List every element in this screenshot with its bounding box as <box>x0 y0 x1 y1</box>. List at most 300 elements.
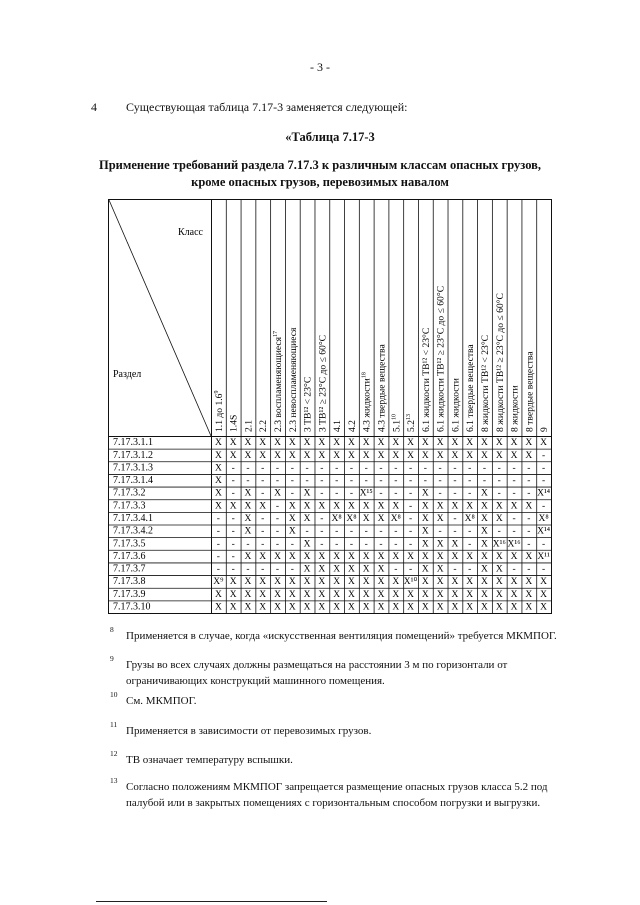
table-cell: X <box>318 577 326 588</box>
table-cell: X <box>466 501 474 512</box>
table-cell: - <box>320 463 324 474</box>
table-cell: X <box>259 551 267 562</box>
footnote-text: палубой или в закрытых помещениях с горизонтальным способом погрузки и выгрузки. <box>126 797 541 809</box>
table-cell: X <box>288 526 296 537</box>
table-cell: - <box>231 539 235 550</box>
table-cell: X <box>362 602 370 613</box>
table-cell: X <box>436 602 444 613</box>
table-cell: - <box>216 551 220 562</box>
table-cell: X⁸ <box>346 514 357 524</box>
table-cell: - <box>364 539 368 550</box>
table-cell: X <box>495 602 503 613</box>
row-section-label: 7.17.3.10 <box>113 601 151 613</box>
table-cell: - <box>246 463 250 474</box>
table-cell: - <box>216 539 220 550</box>
table-cell: - <box>305 463 309 474</box>
table-cell: X <box>421 539 429 550</box>
column-header-10: 4.2 <box>346 420 358 432</box>
table-cell: X <box>451 577 459 588</box>
table-cell: - <box>379 463 383 474</box>
table-cell: X <box>436 589 444 600</box>
table-cell: X <box>303 589 311 600</box>
table-cell: X <box>421 526 429 537</box>
table-cell: X <box>303 438 311 449</box>
table-cell: - <box>453 526 457 537</box>
column-header-23: 9 <box>539 427 551 432</box>
table-cell: X <box>421 589 429 600</box>
table-cell: - <box>335 476 339 487</box>
table-cell: X <box>436 514 444 524</box>
table-cell: - <box>453 488 457 499</box>
table-cell: X <box>214 501 222 512</box>
column-header-1: 1.1 до $1.6^9$ <box>213 390 225 432</box>
table-cell: X <box>229 438 237 449</box>
column-header-3: 2.1 <box>243 420 255 432</box>
table-cell: X <box>303 551 311 562</box>
table-cell: X <box>495 450 503 461</box>
column-header-6: 2.3 невоспламеняющиеся <box>287 327 299 432</box>
table-cell: X <box>303 450 311 461</box>
table-cell: - <box>394 463 398 474</box>
table-cell: X <box>525 589 533 600</box>
table-cell: X <box>392 551 400 562</box>
page-number: - 3 - <box>310 60 330 74</box>
table-cell: - <box>290 564 294 575</box>
column-header-4: 2.2 <box>258 420 270 432</box>
table-cell: X <box>229 501 237 512</box>
table-cell: X <box>540 438 548 449</box>
footnote-number: 10 <box>110 690 118 699</box>
table-cell: X <box>407 602 415 613</box>
table-cell: X <box>274 488 281 499</box>
table-cell: X <box>407 450 415 461</box>
table-cell: X <box>362 450 370 461</box>
table-cell: X <box>525 450 533 461</box>
table-cell: - <box>320 488 324 499</box>
table-cell: X <box>288 602 296 613</box>
table-cell: - <box>527 514 531 524</box>
table-cell: X <box>303 577 311 588</box>
table-cell: X <box>318 501 326 512</box>
table-cell: - <box>497 463 501 474</box>
table-cell: X <box>333 602 341 613</box>
table-cell: X <box>481 564 488 575</box>
table-cell: - <box>527 564 531 575</box>
table-cell: - <box>231 476 235 487</box>
table-cell: - <box>231 514 235 524</box>
table-cell: X <box>525 438 533 449</box>
table-cell: X <box>244 602 252 613</box>
table-cell: - <box>320 476 324 487</box>
footnote-text: ограничивающих конструкций машинного помещения. <box>126 675 385 687</box>
table-cell: X <box>347 589 355 600</box>
table-cell: X <box>288 577 296 588</box>
table-cell: - <box>542 501 546 512</box>
table-cell: X <box>244 526 252 537</box>
table-cell: - <box>216 526 220 537</box>
table-cell: - <box>408 501 413 512</box>
column-header-7: 3 ТВ¹² < 23°C <box>302 376 314 432</box>
footnote-number: 8 <box>110 625 114 634</box>
table-cell: X <box>377 551 385 562</box>
table-cell: X <box>303 514 311 524</box>
table-cell: - <box>482 476 487 487</box>
table-cell: X <box>495 514 503 524</box>
table-cell: X <box>407 589 415 600</box>
classes-table <box>108 199 552 614</box>
table-cell: X <box>362 577 370 588</box>
table-cell: - <box>512 564 516 575</box>
table-cell: X <box>318 438 326 449</box>
table-cell: X <box>244 551 252 562</box>
table-cell: X <box>436 577 444 588</box>
table-cell: X <box>466 450 474 461</box>
row-section-label: 7.17.3.1.3 <box>113 462 153 474</box>
table-cell: X¹⁰ <box>403 577 418 588</box>
table-cell: - <box>364 476 368 487</box>
table-cell: - <box>527 476 531 487</box>
table-cell: X <box>510 501 518 512</box>
table-cell: - <box>364 526 368 537</box>
table-cell: X <box>525 501 533 512</box>
table-cell: X <box>510 551 518 562</box>
table-cell: X <box>333 501 341 512</box>
table-cell: X <box>318 450 326 461</box>
corner-section-label: Раздел <box>113 369 142 380</box>
table-cell: X <box>466 602 474 613</box>
table-cell: X <box>392 577 400 588</box>
table-cell: X <box>274 438 281 449</box>
table-cell: X <box>436 450 444 461</box>
table-cell: X <box>333 577 341 588</box>
table-cell: - <box>231 551 235 562</box>
table-cell: X <box>362 551 370 562</box>
table-cell: - <box>408 539 413 550</box>
table-cell: X <box>318 564 326 575</box>
table-cell: X <box>259 450 267 461</box>
table-cell: X <box>362 501 370 512</box>
table-cell: X⁸ <box>464 514 475 524</box>
table-cell: - <box>335 463 339 474</box>
table-cell: - <box>453 476 457 487</box>
table-cell: - <box>231 526 235 537</box>
item-number: 4 <box>91 100 97 114</box>
table-cell: - <box>275 463 280 474</box>
table-cell: X <box>421 564 429 575</box>
table-cell: - <box>305 526 309 537</box>
table-cell: - <box>394 539 398 550</box>
table-cell: - <box>512 526 516 537</box>
table-cell: X <box>421 450 429 461</box>
table-cell: X <box>510 438 518 449</box>
table-cell: - <box>468 476 472 487</box>
table-cell: X <box>466 551 474 562</box>
table-cell: X <box>540 602 548 613</box>
table-cell: - <box>408 488 413 499</box>
table-cell: - <box>261 514 265 524</box>
table-cell: X <box>244 501 252 512</box>
table-cell: X <box>377 514 385 524</box>
table-cell: X <box>377 602 385 613</box>
column-header-5: 2.3 воспламеняющиеся$^{17}$ <box>273 330 285 432</box>
column-header-17: 6.1 жидкости <box>450 378 462 432</box>
table-cell: - <box>275 564 280 575</box>
footnote-text: Грузы во всех случаях должны размещаться на расстоянии 3 м по горизонтали от <box>126 659 508 671</box>
table-cell: X <box>510 589 518 600</box>
table-cell: X <box>214 602 222 613</box>
table-cell: X <box>229 602 237 613</box>
table-cell: X <box>259 501 267 512</box>
table-cell: - <box>438 488 442 499</box>
table-cell: X <box>244 589 252 600</box>
table-cell: - <box>394 526 398 537</box>
table-cell: - <box>394 488 398 499</box>
table-cell: - <box>527 539 531 550</box>
table-cell: X <box>481 577 488 588</box>
table-cell: X <box>214 438 222 449</box>
table-cell: X <box>540 589 548 600</box>
table-cell: - <box>231 488 235 499</box>
table-cell: - <box>542 539 546 550</box>
table-cell: X <box>481 551 488 562</box>
table-cell: X <box>288 438 296 449</box>
table-cell: X <box>392 589 400 600</box>
table-cell: X <box>362 438 370 449</box>
table-cell: X <box>347 577 355 588</box>
table-cell: X¹⁶ <box>492 539 506 550</box>
table-cell: X <box>421 602 429 613</box>
table-cell: - <box>335 526 339 537</box>
table-cell: X <box>347 551 355 562</box>
table-subtitle-line1: Применение требований раздела 7.17.3 к различным классам опасных грузов, <box>98 158 542 172</box>
row-section-label: 7.17.3.9 <box>113 588 146 600</box>
table-cell: - <box>423 463 427 474</box>
table-cell: - <box>320 526 324 537</box>
column-header-15: 6.1 жидкости ТВ¹² < 23°C <box>420 327 432 432</box>
table-cell: - <box>364 463 368 474</box>
table-cell: - <box>512 463 516 474</box>
table-cell: - <box>542 450 546 461</box>
table-cell: X <box>214 450 222 461</box>
table-cell: X⁹ <box>213 577 224 588</box>
table-cell: X <box>303 564 311 575</box>
row-section-label: 7.17.3.7 <box>113 563 146 575</box>
table-cell: - <box>497 476 501 487</box>
footnote-text: Согласно положениям МКМПОГ запрещается размещение опасных грузов класса 5.2 под <box>126 781 548 793</box>
table-cell: X <box>229 589 237 600</box>
table-cell: - <box>438 526 442 537</box>
row-section-label: 7.17.3.6 <box>113 550 146 562</box>
table-cell: - <box>408 564 413 575</box>
table-cell: X <box>318 551 326 562</box>
table-cell: - <box>497 488 501 499</box>
table-cell: X <box>244 450 252 461</box>
footnote-text: ТВ означает температуру вспышки. <box>126 754 293 766</box>
table-cell: - <box>261 476 265 487</box>
table-cell: X <box>259 602 267 613</box>
column-header-9: 4.1 <box>332 420 344 432</box>
table-cell: X <box>288 551 296 562</box>
table-cell: X <box>214 589 222 600</box>
table-cell: - <box>349 488 354 499</box>
table-cell: - <box>379 488 383 499</box>
table-cell: X <box>451 501 459 512</box>
table-cell: - <box>261 463 265 474</box>
table-cell: X <box>333 450 341 461</box>
table-cell: - <box>512 514 516 524</box>
table-cell: - <box>290 476 294 487</box>
table-cell: X <box>466 438 474 449</box>
table-cell: X⁸ <box>538 514 549 524</box>
table-cell: X <box>333 564 341 575</box>
table-cell: X¹⁴ <box>537 488 551 499</box>
table-cell: X <box>540 577 548 588</box>
table-cell: X <box>347 438 355 449</box>
column-header-12: 4.3 твердые вещества <box>376 344 388 432</box>
table-cell: X <box>259 589 267 600</box>
table-cell: - <box>468 526 472 537</box>
table-cell: - <box>453 514 457 524</box>
table-cell: X <box>407 551 415 562</box>
table-cell: X <box>466 577 474 588</box>
table-cell: X <box>481 501 488 512</box>
table-cell: X <box>392 438 400 449</box>
table-cell: X <box>510 602 518 613</box>
table-cell: X <box>392 602 400 613</box>
footnote-text: Применяется в зависимости от перевозимых грузов. <box>126 725 372 737</box>
table-cell: - <box>379 526 383 537</box>
table-cell: - <box>349 526 354 537</box>
table-cell: X <box>481 450 488 461</box>
row-section-label: 7.17.3.4.2 <box>113 525 153 537</box>
table-cell: X <box>333 589 341 600</box>
table-cell: X <box>288 501 296 512</box>
table-cell: - <box>542 476 546 487</box>
table-cell: X <box>303 488 311 499</box>
table-cell: - <box>261 564 265 575</box>
table-cell: - <box>408 514 413 524</box>
table-cell: X <box>421 501 429 512</box>
corner-class-label: Класс <box>178 227 203 238</box>
table-cell: X <box>377 438 385 449</box>
table-cell: - <box>468 463 472 474</box>
table-cell: - <box>394 564 398 575</box>
table-cell: X <box>214 463 222 474</box>
table-cell: X <box>214 476 222 487</box>
row-section-label: 7.17.3.1.4 <box>113 475 153 487</box>
table-cell: - <box>527 526 531 537</box>
table-cell: - <box>527 463 531 474</box>
table-cell: - <box>349 463 354 474</box>
table-cell: - <box>305 476 309 487</box>
table-cell: X <box>451 602 459 613</box>
table-cell: X¹⁶ <box>507 539 521 550</box>
table-cell: X <box>451 539 459 550</box>
table-cell: X <box>362 564 370 575</box>
table-cell: X <box>274 577 281 588</box>
column-header-11: 4.3 жидкости$^{18}$ <box>361 372 373 432</box>
table-cell: - <box>482 463 487 474</box>
table-cell: - <box>542 564 546 575</box>
table-cell: X <box>333 438 341 449</box>
table-title: «Таблица 7.17-3 <box>285 130 375 144</box>
table-cell: X <box>229 577 237 588</box>
row-section-label: 7.17.3.1.1 <box>113 437 153 449</box>
classes-table-grid <box>108 199 552 614</box>
table-cell: - <box>394 476 398 487</box>
table-cell: - <box>320 539 324 550</box>
table-cell: X <box>362 589 370 600</box>
table-cell: X <box>303 539 311 550</box>
table-cell: - <box>261 539 265 550</box>
table-cell: X <box>347 501 355 512</box>
table-cell: - <box>246 564 250 575</box>
table-cell: - <box>261 526 265 537</box>
table-cell: - <box>246 476 250 487</box>
table-cell: - <box>453 564 457 575</box>
table-cell: X <box>481 539 488 550</box>
table-cell: - <box>216 514 220 524</box>
table-cell: - <box>246 539 250 550</box>
table-cell: - <box>231 463 235 474</box>
table-cell: X <box>274 450 281 461</box>
table-cell: X <box>229 450 237 461</box>
table-cell: - <box>512 476 516 487</box>
table-cell: X <box>274 589 281 600</box>
table-cell: X¹¹ <box>537 551 550 562</box>
table-cell: - <box>320 514 324 524</box>
table-cell: X <box>288 514 296 524</box>
table-cell: X <box>392 501 400 512</box>
table-cell: X <box>333 551 341 562</box>
table-cell: X <box>259 577 267 588</box>
table-subtitle-line2: кроме опасных грузов, перевозимых навалом <box>191 175 449 189</box>
table-cell: - <box>468 539 472 550</box>
table-cell: X <box>481 438 488 449</box>
table-cell: - <box>512 488 516 499</box>
table-cell: X <box>421 438 429 449</box>
table-cell: X <box>347 564 355 575</box>
table-cell: X <box>392 450 400 461</box>
table-cell: - <box>379 476 383 487</box>
table-cell: X <box>451 438 459 449</box>
table-cell: - <box>275 501 280 512</box>
table-cell: X <box>436 564 444 575</box>
table-cell: X <box>214 488 222 499</box>
table-cell: X <box>481 488 488 499</box>
table-cell: X <box>495 438 503 449</box>
table-cell: X <box>318 602 326 613</box>
table-cell: - <box>408 476 413 487</box>
table-subtitle <box>60 157 580 191</box>
table-cell: - <box>261 488 265 499</box>
table-cell: X <box>495 589 503 600</box>
table-cell: X <box>421 514 429 524</box>
table-cell: X <box>244 488 252 499</box>
table-cell: X <box>274 602 281 613</box>
table-cell: - <box>438 476 442 487</box>
column-header-2: 1.4S <box>228 414 240 432</box>
table-cell: X <box>436 501 444 512</box>
table-cell: X <box>347 602 355 613</box>
table-cell: - <box>335 539 339 550</box>
column-header-8: 3 ТВ¹² ≥ 23°C до ≤ 60°C <box>317 334 329 432</box>
footnote-number: 12 <box>110 749 118 758</box>
table-cell: - <box>527 488 531 499</box>
table-cell: X <box>421 488 429 499</box>
table-cell: X <box>377 564 385 575</box>
table-cell: X¹⁵ <box>359 488 373 499</box>
